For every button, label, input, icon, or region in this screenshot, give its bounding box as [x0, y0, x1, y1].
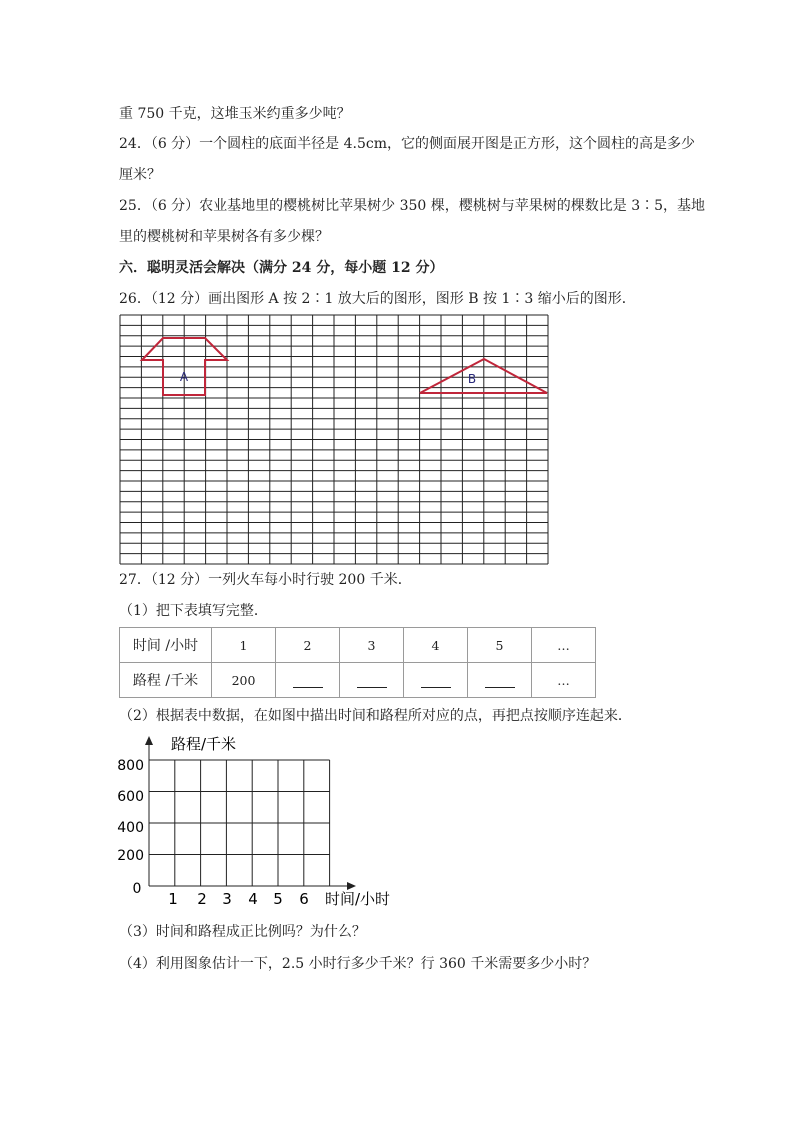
time-distance-graph: [110, 730, 410, 912]
shape-a-label: A: [179, 370, 189, 384]
y-axis-arrow: [145, 736, 153, 745]
question-27: 27．（12 分）一列火车每小时行驶 200 千米．: [119, 572, 412, 588]
question-27-part3: （3）时间和路程成正比例吗？为什么？: [119, 924, 366, 940]
x-tick-label: 4: [248, 890, 258, 908]
answer-blank[interactable]: [293, 675, 323, 688]
table-row: [120, 628, 596, 663]
answer-blank-cell[interactable]: [276, 663, 340, 698]
question-24-line1: 24．（6 分）一个圆柱的底面半径是 4.5cm，它的侧面展开图是正方形，这个圆柱的高是多少: [119, 136, 696, 152]
table-row: [120, 663, 596, 698]
answer-blank-cell[interactable]: [340, 663, 404, 698]
time-distance-table: [119, 627, 596, 698]
answer-blank-cell[interactable]: [468, 663, 532, 698]
y-tick-label: 400: [117, 820, 144, 836]
table-cell: 3: [340, 628, 404, 663]
question-27-part4: （4）利用图象估计一下，2.5 小时行多少千米？行 360 千米需要多少小时？: [119, 956, 597, 972]
question-24-line2: 厘米？: [119, 167, 161, 183]
table-cell: 4: [404, 628, 468, 663]
shape-grid: [119, 314, 549, 565]
x-tick-label: 1: [168, 890, 178, 908]
x-tick-label: 2: [197, 890, 207, 908]
table-header-time: 时间 /小时: [120, 628, 212, 663]
y-tick-label: 600: [117, 789, 144, 805]
question-25-line1: 25．（6 分）农业基地里的樱桃树比苹果树少 350 棵，樱桃树与苹果树的棵数比是 3∶5，基地: [119, 198, 706, 214]
question-23-tail: 重 750 千克，这堆玉米约重多少吨？: [119, 106, 351, 122]
x-tick-label: 5: [273, 890, 283, 908]
table-cell: 2: [276, 628, 340, 663]
table-cell: …: [532, 628, 596, 663]
y-tick-label: 800: [117, 758, 144, 774]
question-25-line2: 里的樱桃树和苹果树各有多少棵？: [119, 229, 329, 245]
y-axis-label: 路程/千米: [171, 735, 237, 753]
x-axis-label: 时间/小时: [325, 890, 391, 908]
answer-blank[interactable]: [357, 675, 387, 688]
table-cell: 200: [212, 663, 276, 698]
x-tick-label: 6: [299, 890, 309, 908]
shape-b-label: B: [467, 372, 477, 386]
question-27-part2: （2）根据表中数据，在如图中描出时间和路程所对应的点，再把点按顺序连起来．: [119, 708, 632, 724]
answer-blank[interactable]: [485, 675, 515, 688]
origin-label: 0: [132, 881, 142, 897]
table-cell: 5: [468, 628, 532, 663]
answer-blank[interactable]: [421, 675, 451, 688]
answer-blank-cell[interactable]: [404, 663, 468, 698]
x-axis-arrow: [347, 882, 356, 890]
table-cell: 1: [212, 628, 276, 663]
section-6-heading: 六．聪明灵活会解决（满分 24 分，每小题 12 分）: [119, 260, 444, 276]
table-cell: …: [532, 663, 596, 698]
question-27-part1: （1）把下表填写完整．: [119, 603, 268, 619]
y-tick-label: 200: [117, 848, 144, 864]
question-26: 26．（12 分）画出图形 A 按 2∶1 放大后的图形，图形 B 按 1∶3 缩小后的图形．: [119, 291, 636, 307]
x-tick-label: 3: [222, 890, 232, 908]
table-header-distance: 路程 /千米: [120, 663, 212, 698]
